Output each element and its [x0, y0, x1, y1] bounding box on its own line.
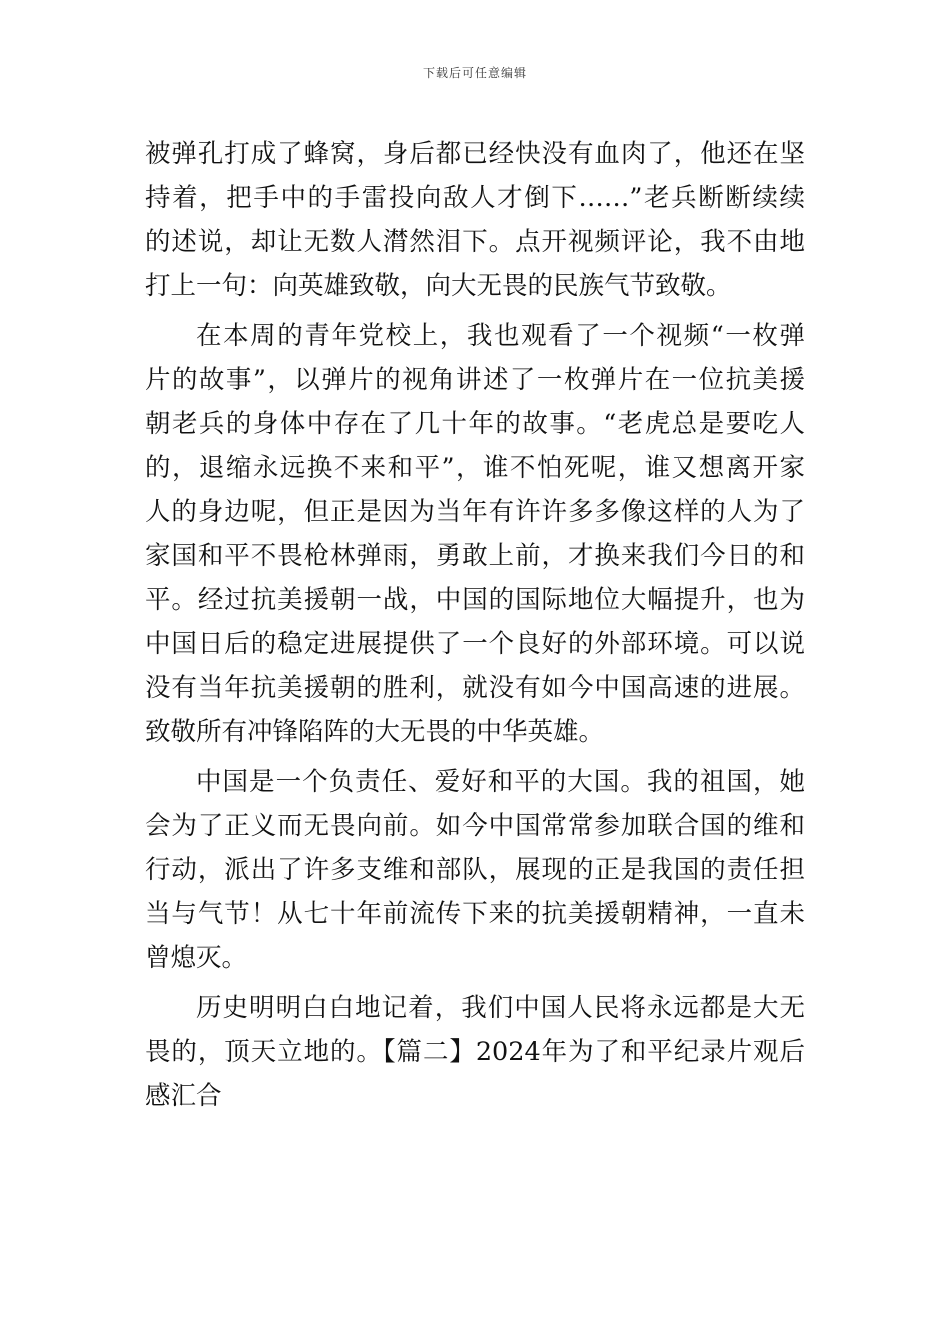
paragraph-3 [145, 760, 805, 980]
text-line: 平。经过抗美援朝一战，中国的国际地位大幅提升，也为 [145, 585, 805, 615]
text-line: 历史明明白白地记着，我们中国人民将永远都是大无 [196, 993, 805, 1023]
text-line: 的，退缩永远换不来和平”，谁不怕死呢，谁又想离开家 [145, 453, 805, 483]
text-line: 持着，把手中的手雷投向敌人才倒下……”老兵断断续续 [145, 183, 805, 213]
text-line: 行动，派出了许多支维和部队，展现的正是我国的责任担 [145, 855, 805, 885]
page-header: 下载后可任意编辑 [422, 66, 527, 80]
text-line: 中国是一个负责任、爱好和平的大国。我的祖国，她 [196, 767, 805, 797]
text-line: 曾熄灭。 [145, 943, 248, 973]
document-body [145, 132, 805, 1118]
text-line: 会为了正义而无畏向前。如今中国常常参加联合国的维和 [145, 811, 805, 841]
text-line: 致敬所有冲锋陷阵的大无畏的中华英雄。 [145, 717, 605, 747]
text-line: 中国日后的稳定进展提供了一个良好的外部环境。可以说 [145, 629, 805, 659]
text-line: 朝老兵的身体中存在了几十年的故事。“老虎总是要吃人 [145, 409, 805, 439]
text-line: 家国和平不畏枪林弹雨，勇敢上前，才换来我们今日的和 [145, 541, 805, 571]
text-line: 畏的，顶天立地的。【篇二】2024年为了和平纪录片观后 [145, 1037, 805, 1067]
text-line: 感汇合 [145, 1081, 222, 1111]
text-line: 人的身边呢，但正是因为当年有许许多多像这样的人为了 [145, 497, 805, 527]
paragraph-4 [145, 986, 805, 1118]
text-line: 当与气节！从七十年前流传下来的抗美援朝精神，一直未 [145, 899, 805, 929]
text-line: 没有当年抗美援朝的胜利，就没有如今中国高速的进展。 [145, 673, 805, 703]
text-line: 片的故事”，以弹片的视角讲述了一枚弹片在一位抗美援 [145, 365, 805, 395]
text-line: 打上一句：向英雄致敬，向大无畏的民族气节致敬。 [145, 271, 732, 301]
text-line: 在本周的青年党校上，我也观看了一个视频“一枚弹 [196, 321, 805, 351]
text-line: 被弹孔打成了蜂窝，身后都已经快没有血肉了，他还在坚 [145, 139, 805, 169]
paragraph-1 [145, 132, 805, 308]
text-line: 的述说，却让无数人潸然泪下。点开视频评论，我不由地 [145, 227, 805, 257]
paragraph-2 [145, 314, 805, 754]
